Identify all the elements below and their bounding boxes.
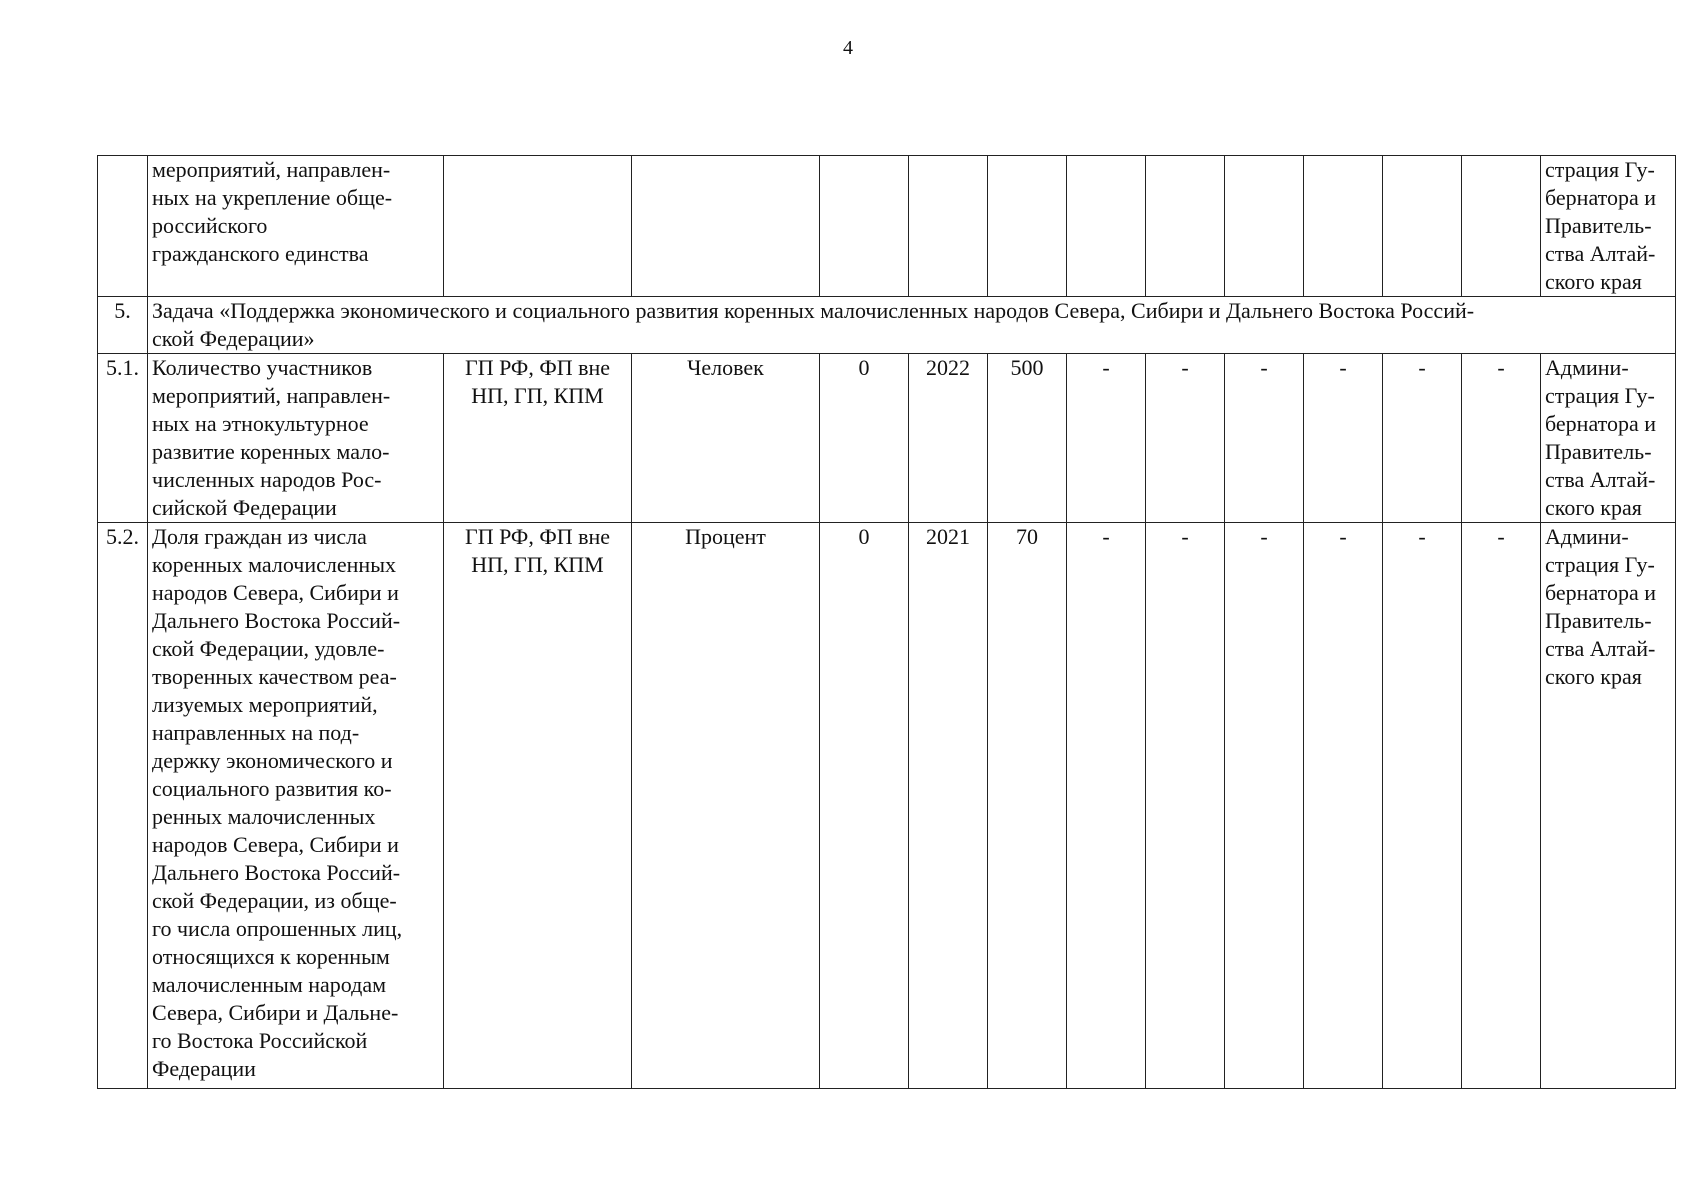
table-row bbox=[98, 354, 1676, 523]
cell-indicator: Количество участников мероприятий, направлен- ных на этнокультурное развитие коренных мало- численных народов Рос- сийской Федерации bbox=[148, 354, 444, 523]
cell-target bbox=[988, 156, 1067, 297]
cell-year: - bbox=[1383, 354, 1462, 523]
cell-base-value: 0 bbox=[820, 523, 909, 1089]
cell-year: - bbox=[1383, 523, 1462, 1089]
cell-year bbox=[1225, 156, 1304, 297]
cell-number: 5. bbox=[98, 297, 148, 354]
cell-year: - bbox=[1304, 354, 1383, 523]
cell-responsible: Админи- страция Гу- бернатора и Правитель- ства Алтай- ского края bbox=[1541, 354, 1676, 523]
cell-year bbox=[1383, 156, 1462, 297]
cell-year: - bbox=[1067, 354, 1146, 523]
cell-year bbox=[1067, 156, 1146, 297]
cell-year bbox=[1462, 156, 1541, 297]
cell-base-value: 0 bbox=[820, 354, 909, 523]
cell-target: 70 bbox=[988, 523, 1067, 1089]
cell-unit: Процент bbox=[632, 523, 820, 1089]
cell-year: - bbox=[1304, 523, 1383, 1089]
cell-level: ГП РФ, ФП вне НП, ГП, КПМ bbox=[444, 523, 632, 1089]
cell-year: - bbox=[1146, 354, 1225, 523]
cell-year: - bbox=[1067, 523, 1146, 1089]
cell-base-year bbox=[909, 156, 988, 297]
cell-level bbox=[444, 156, 632, 297]
cell-year: - bbox=[1225, 523, 1304, 1089]
cell-number bbox=[98, 156, 148, 297]
cell-indicator: Доля граждан из числа коренных малочисленных народов Севера, Сибири и Дальнего Востока Россий- ской Федерации, удовле- творенных качеством реа- лизуемых мероприятий, направленных на под- держку экономического и социального развития ко- ренных малочисленных народов Севера, Сибири и Дальнего Востока Россий- ской Федерации, из обще- го числа опрошенных лиц, относящихся к коренным малочисленным народам Севера, Сибири и Дальне- го Востока Российской Федерации bbox=[148, 523, 444, 1089]
cell-target: 500 bbox=[988, 354, 1067, 523]
cell-unit bbox=[632, 156, 820, 297]
table-row-continuation bbox=[98, 156, 1676, 297]
cell-year: - bbox=[1462, 523, 1541, 1089]
table-row-task bbox=[98, 297, 1676, 354]
cell-task: Задача «Поддержка экономического и социального развития коренных малочисленных народов Севера, Сибири и Дальнего Востока Россий- ской Федерации» bbox=[148, 297, 1676, 354]
cell-indicator: мероприятий, направлен- ных на укрепление обще- российского гражданского единства bbox=[148, 156, 444, 297]
cell-year: - bbox=[1146, 523, 1225, 1089]
cell-base-value bbox=[820, 156, 909, 297]
cell-unit: Человек bbox=[632, 354, 820, 523]
cell-responsible: страция Гу- бернатора и Правитель- ства Алтай- ского края bbox=[1541, 156, 1676, 297]
page-number: 4 bbox=[843, 37, 853, 59]
cell-number: 5.1. bbox=[98, 354, 148, 523]
cell-level: ГП РФ, ФП вне НП, ГП, КПМ bbox=[444, 354, 632, 523]
table-row bbox=[98, 523, 1676, 1089]
cell-year bbox=[1146, 156, 1225, 297]
cell-base-year: 2021 bbox=[909, 523, 988, 1089]
cell-base-year: 2022 bbox=[909, 354, 988, 523]
cell-year: - bbox=[1225, 354, 1304, 523]
cell-year: - bbox=[1462, 354, 1541, 523]
cell-number: 5.2. bbox=[98, 523, 148, 1089]
cell-year bbox=[1304, 156, 1383, 297]
cell-responsible: Админи- страция Гу- бернатора и Правитель- ства Алтай- ского края bbox=[1541, 523, 1676, 1089]
indicators-table bbox=[97, 155, 1676, 1089]
